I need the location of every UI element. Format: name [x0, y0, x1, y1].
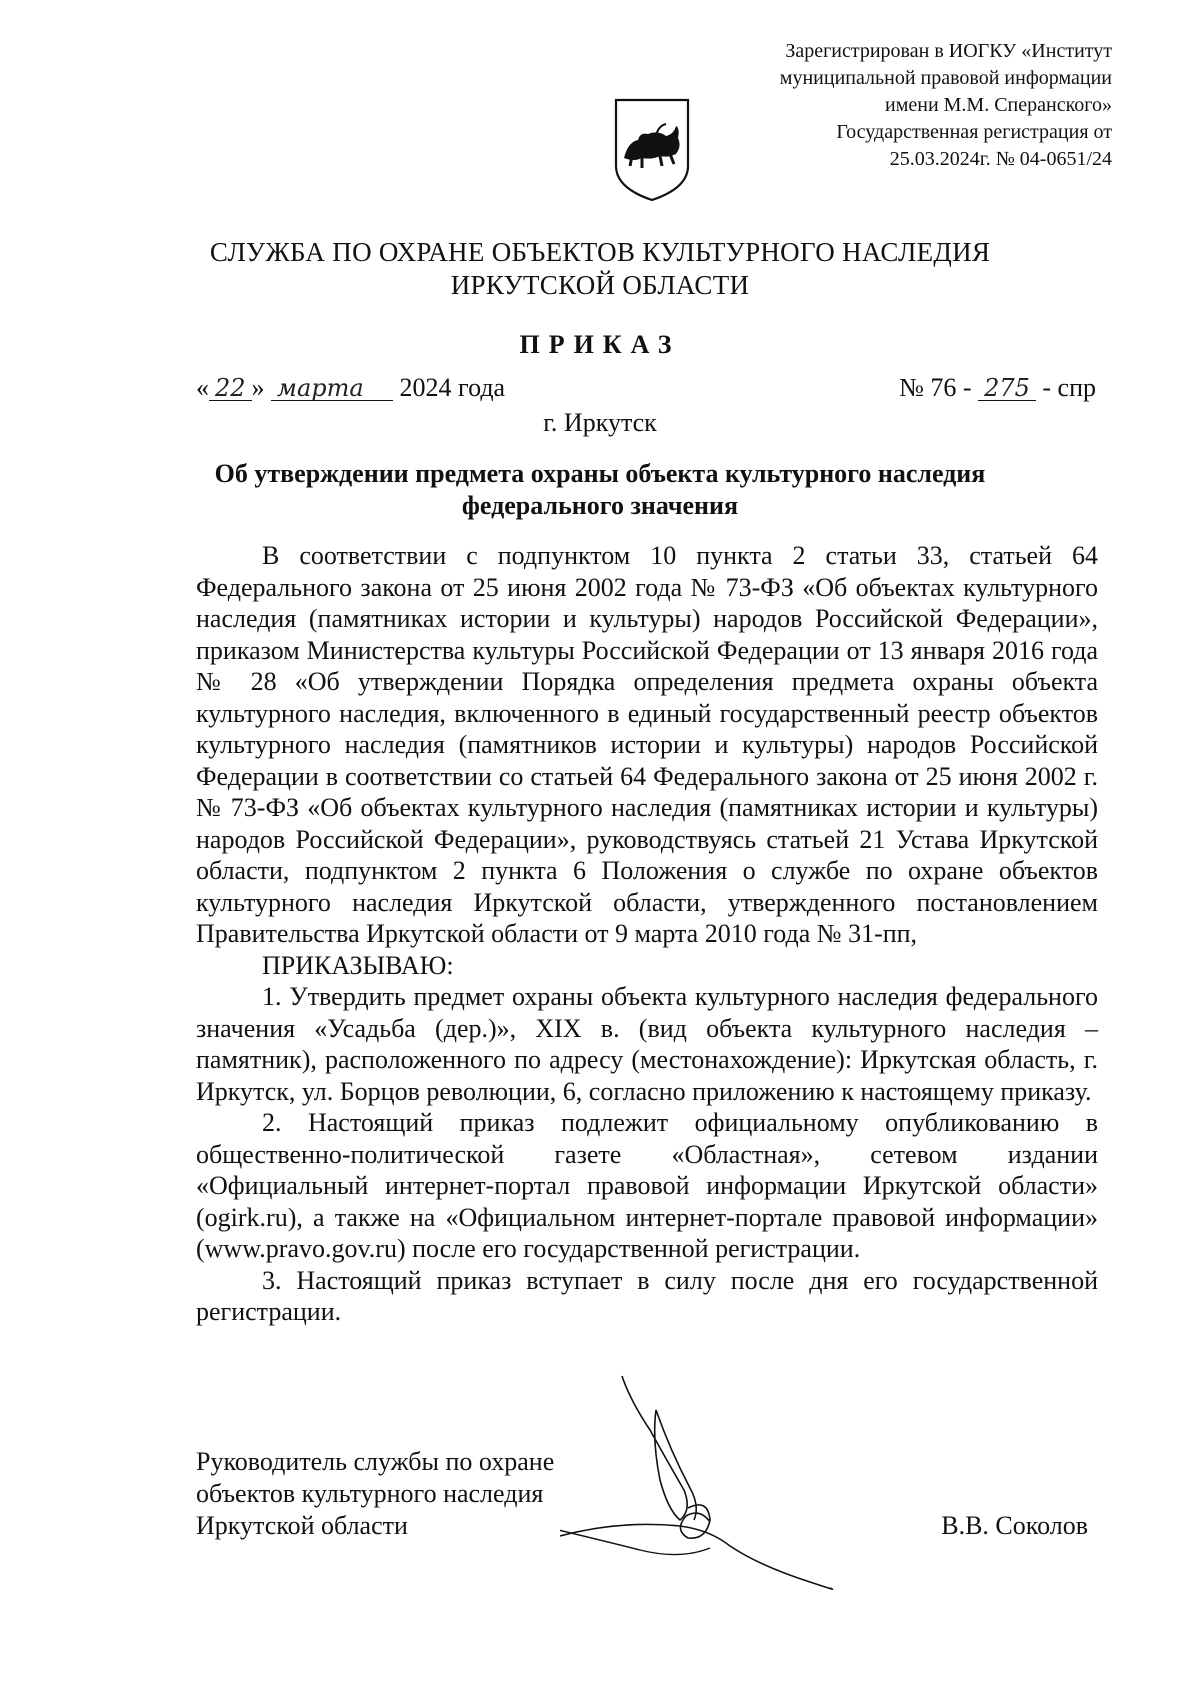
registration-line: Зарегистрирован в ИОГКУ «Институт: [785, 40, 1112, 62]
order-number: [899, 373, 1096, 403]
order-body: [196, 540, 1098, 1328]
document-type-title: ПРИКАЗ: [519, 330, 681, 359]
signatory-name: В.В. Соколов: [941, 1511, 1088, 1540]
signature-block: [196, 1446, 1098, 1542]
registration-note: [682, 38, 1112, 173]
coat-of-arms-icon: [612, 96, 692, 204]
agency-line: СЛУЖБА ПО ОХРАНЕ ОБЪЕКТОВ КУЛЬТУРНОГО НАСЛЕДИЯ: [209, 237, 991, 267]
subject-line: Об утверждении предмета охраны объекта культурного наследия: [214, 459, 986, 488]
registration-line: муниципальной правовой информации: [779, 67, 1112, 89]
order-date: [196, 373, 505, 403]
order-number-prefix: № 76 -: [899, 373, 972, 402]
date-day-handwritten: 22: [209, 376, 252, 401]
order-item-2: 2. Настоящий приказ подлежит официальному опубликованию в общественно-политической газете «Областная», сетевом издании «Официальный интернет-портал правовой информации Иркутской области» (ogirk.ru), а также на «Официальном интернет-портале правовой информации» (www.pravo.gov.ru) после его государственной регистрации.: [196, 1108, 1098, 1263]
registration-line: имени М.М. Сперанского»: [885, 94, 1112, 116]
position-line: Иркутской области: [196, 1511, 408, 1540]
subject-line: федерального значения: [461, 491, 739, 520]
position-line: Руководитель службы по охране: [196, 1447, 555, 1476]
order-directive: ПРИКАЗЫВАЮ:: [262, 950, 454, 980]
order-subject: [0, 458, 1200, 522]
position-line: объектов культурного наследия: [196, 1479, 544, 1508]
order-item-1: 1. Утвердить предмет охраны объекта культурного наследия федерального значения «Усадьба (дер.)», XIX в. (вид объекта культурного наследия – памятник), расположенного по адресу (местонахождение): Иркутская область, г. Иркутск, ул. Борцов революции, 6, согласно приложению к настоящему приказу.: [196, 982, 1098, 1106]
date-month-handwritten: марта: [271, 376, 393, 401]
registration-line: 25.03.2024г. № 04-0651/24: [889, 148, 1112, 170]
order-item-3: 3. Настоящий приказ вступает в силу после дня его государственной регистрации.: [196, 1265, 1098, 1326]
date-year: 2024 года: [399, 373, 506, 402]
agency-line: ИРКУТСКОЙ ОБЛАСТИ: [450, 270, 750, 300]
preamble-paragraph: В соответствии с подпунктом 10 пункта 2 статьи 33, статьей 64 Федерального закона от 25 июня 2002 года № 73-ФЗ «Об объектах культурного наследия (памятниках истории и культуры) народов Российской Федерации», приказом Министерства культуры Российской Федерации от 13 января 2016 года № 28 «Об утверждении Порядка определения предмета охраны объекта культурного наследия, включенного в единый государственный реестр объектов культурного наследия (памятников истории и культуры) народов Российской Федерации в соответствии со статьей 64 Федерального закона от 25 июня 2002 г. № 73-ФЗ «Об объектах культурного наследия (памятниках истории и культуры) народов Российской Федерации», руководствуясь статьей 21 Устава Иркутской области, подпунктом 2 пункта 6 Положения о службе по охране объектов культурного наследия Иркутской области, утвержденного постановлением Правительства Иркутской области от 9 марта 2010 года № 31-пп,: [196, 541, 1098, 948]
date-open-quote: «: [196, 373, 209, 402]
order-number-suffix: - спр: [1042, 373, 1096, 402]
registration-line: Государственная регистрация от: [836, 121, 1112, 143]
date-close-quote: »: [251, 373, 265, 402]
agency-name: [0, 236, 1200, 302]
order-number-handwritten: 275: [978, 376, 1036, 401]
city: г. Иркутск: [543, 408, 657, 437]
